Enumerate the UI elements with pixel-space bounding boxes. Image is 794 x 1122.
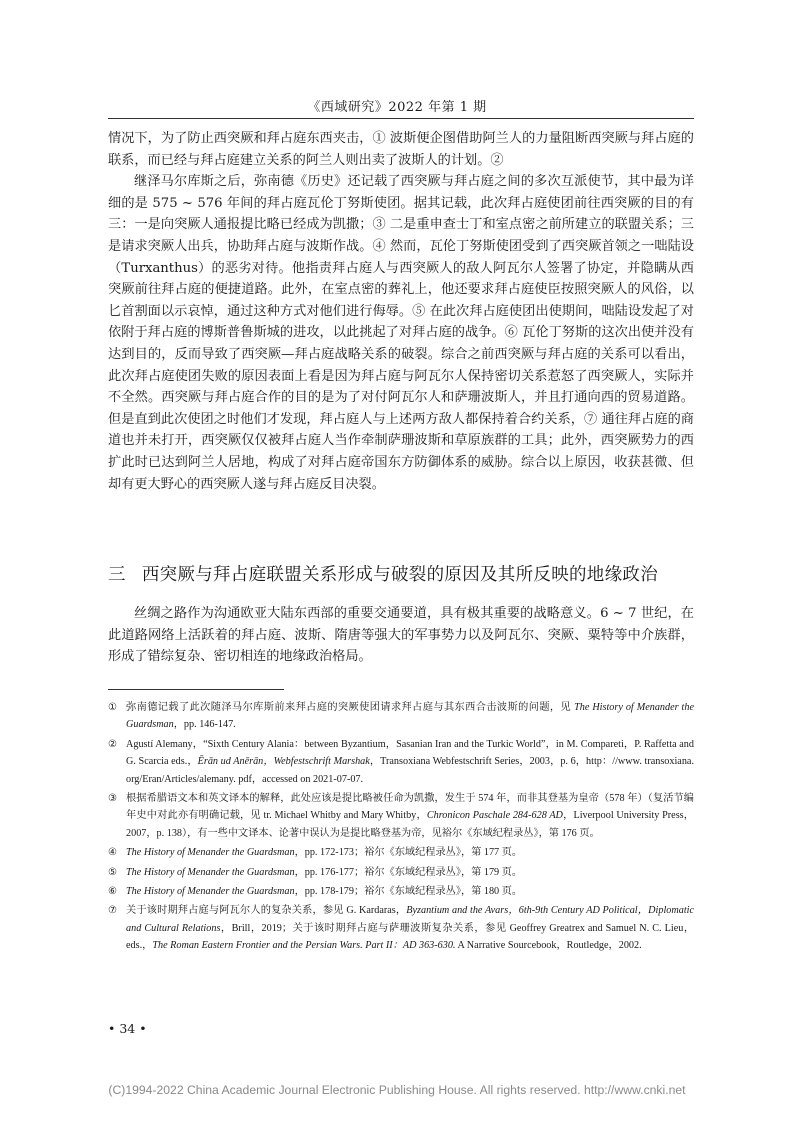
footnote-mark: ①: [108, 702, 118, 713]
paragraph-2: 继泽马尔库斯之后，弥南德《历史》还记载了西突厥与拜占庭之间的多次互派使节，其中最为详细的是 575 ~ 576 年间的拜占庭瓦伦丁努斯使团。据其记载，此次拜占庭使团前往西突厥的目的有三：一是向突厥人通报提比略已经成为凯撒；③ 二是重申查士丁和室点密之前所建立的联盟关系；三是请求突厥人出兵，协助拜占庭与波斯作战。④ 然而，瓦伦丁努斯使团受到了西突厥首领之一咄陆设（Turxanthus）的恶劣对待。他指责拜占庭人与西突厥人的敌人阿瓦尔人签署了协定，并隐瞒从西突厥前往拜占庭的便捷道路。此外，在室点密的葬礼上，他还要求拜占庭使臣按照突厥人的风俗，以匕首割面以示哀悼，通过这种方式对他们进行侮辱。⑤ 在此次拜占庭使团出使期间，咄陆设发起了对依附于拜占庭的博斯普鲁斯城的进攻，以此挑起了对拜占庭的战争。⑥ 瓦伦丁努斯的这次出使并没有达到目的，反而导致了西突厥—拜占庭战略关系的破裂。综合之前西突厥与拜占庭的关系可以看出，此次拜占庭使团失败的原因表面上看是因为拜占庭与阿瓦尔人保持密切关系惹怒了西突厥人，实际并不全然。西突厥与拜占庭合作的目的是为了对付阿瓦尔人和萨珊波斯人，并且打通向西的贸易道路。但是直到此次使团之时他们才发现，拜占庭人与上述两方敌人都保持着合约关系，⑦ 通往拜占庭的商道也并未打开，西突厥仅仅被拜占庭人当作牵制萨珊波斯和草原族群的工具；此外，西突厥势力的西扩此时已达到阿兰人居地，构成了对拜占庭帝国东方防御体系的威胁。综合以上原因，收获甚微、但却有更大野心的西突厥人遂与拜占庭反目决裂。: [108, 174, 694, 492]
footnote-mark: ⑦: [108, 905, 118, 917]
footnote-text: ，Liverpool University Press，2007，p. 138），有一些中文译本、论著中误认为是提比略登基为帝，见裕尔《东域纪程录丛》，第 176 页。: [126, 810, 694, 839]
footnote-title: The Roman Eastern Frontier and the Persian Wars. Part II：AD 363-630.: [152, 940, 456, 952]
footnote-title: The History of Menander the Guardsman: [126, 886, 295, 898]
footnote: [108, 844, 694, 861]
section-title: 西突厥与拜占庭联盟关系形成与破裂的原因及其所反映的地缘政治: [141, 565, 659, 585]
footnote-text: ，Transoxiana Webfestschrift Series，2003，p. 6，http：//www. transoxiana. org/Eran/Articles/alemany. pdf，accessed on 2021-07-07.: [126, 756, 694, 785]
footnote-title: The History of Menander the Guardsman: [126, 866, 295, 878]
footnote-text: 根据希腊语文本和英文译本的解释，此处应该是提比略被任命为凯撒，发生于 574 年，而非其登基为皇帝（578 年）（复活节编年史中对此亦有明确记载，见 tr. Michael Whitby and Mary Whitby，: [126, 793, 694, 822]
footnote: [108, 864, 694, 881]
footnote-mark: ②: [108, 738, 118, 750]
footnote-mark: ③: [108, 793, 118, 805]
footnote-text: Agustí Alemany，“Sixth Century Alania：between Byzantium，Sasanian Iran and the Turkic World”，in M. Compareti，P. Raffetta and G. Scarcia eds.，: [126, 738, 694, 768]
footnote: [108, 736, 694, 788]
footnote-text: ，pp. 172-173；裕尔《东域纪程录丛》，第 177 页。: [294, 847, 523, 859]
footnote-mark: ④: [108, 847, 118, 859]
paragraph-1: 情况下，为了防止西突厥和拜占庭东西夹击，① 波斯便企图借助阿兰人的力量阻断西突厥与拜占庭的联系，而已经与拜占庭建立关系的阿兰人则出卖了波斯人的计划。②: [108, 131, 694, 168]
footnote-mark: ⑤: [108, 866, 118, 878]
footnote-title: Ērān ud Anērān，Webfestschrift Marshak: [197, 756, 370, 768]
running-header: 《西域研究》2022 年第 1 期: [307, 100, 487, 115]
footnote: [108, 699, 694, 734]
footnote-text: 关于该时期拜占庭与阿瓦尔人的复杂关系，参见 G. Kardaras，: [126, 905, 407, 917]
section-body: [108, 603, 694, 668]
section-heading: [108, 563, 694, 587]
footnote: [108, 883, 694, 900]
header-rule: [108, 118, 694, 119]
footnotes: [108, 699, 694, 957]
body-text: [108, 128, 694, 495]
footnote-text: 弥南德记载了此次随泽马尔库斯前来拜占庭的突厥使团请求拜占庭与其东西合击波斯的问题，见: [126, 702, 575, 713]
footnote-mark: ⑥: [108, 886, 118, 898]
footnote-text: ，Brill，2019；关于该时期拜占庭与萨珊波斯复杂关系，参见 Geoffrey Greatrex and Samuel N. C. Lieu，eds.，: [126, 922, 695, 952]
footnote: [108, 902, 694, 954]
section-paragraph: 丝绸之路作为沟通欧亚大陆东西部的重要交通要道，具有极其重要的战略意义。6 ~ 7 世纪，在此道路网络上活跃着的拜占庭、波斯、隋唐等强大的军事势力以及阿瓦尔、突厥、粟特等中介族群，形成了错综复杂、密切相连的地缘政治格局。: [108, 606, 694, 665]
footnote-title: Byzantium and the Avars，6th-9th Century AD Political，Diplomatic and Cultural Relations: [126, 905, 694, 934]
footnote-text: ，pp. 176-177；裕尔《东域纪程录丛》，第 179 页。: [294, 866, 523, 878]
footnote-title: The History of Menander the Guardsman: [126, 847, 295, 859]
footnote-title: Chronicon Paschale 284-628 AD: [426, 810, 563, 822]
copyright-footer: (C)1994-2022 China Academic Journal Electronic Publishing House. All rights reserved. http://www.cnki.net: [108, 1083, 686, 1097]
footnote-text: A Narrative Sourcebook，Routledge，2002.: [455, 940, 642, 952]
footnote-rule: [108, 689, 284, 690]
section-number: 三: [108, 565, 126, 585]
footnote-title: The History of Menander the Guardsman: [126, 702, 694, 731]
footnote-text: ，pp. 146-147.: [173, 719, 236, 731]
page-number: • 34 •: [108, 1021, 147, 1036]
footnote-text: ，pp. 178-179；裕尔《东域纪程录丛》，第 180 页。: [294, 886, 523, 898]
footnote: [108, 790, 694, 842]
